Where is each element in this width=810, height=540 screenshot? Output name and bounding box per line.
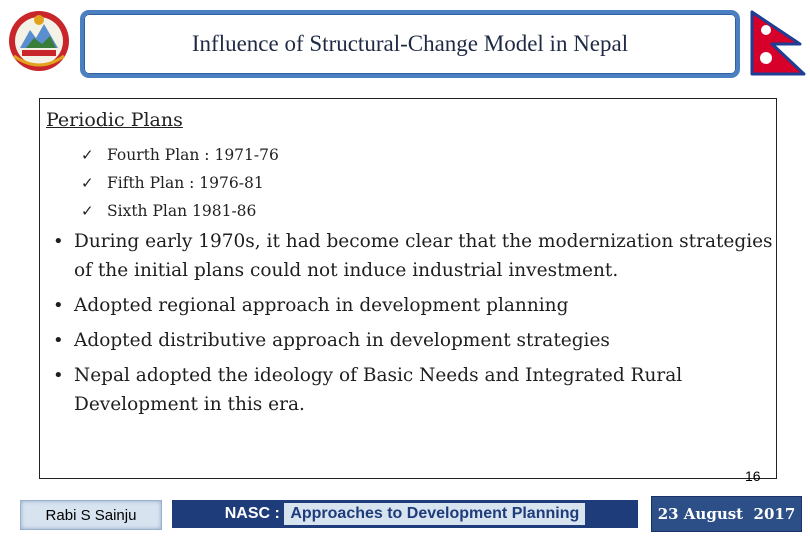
author-badge — [20, 500, 162, 530]
list-item — [81, 141, 279, 169]
course-banner — [172, 500, 638, 528]
bullet-list — [40, 227, 776, 425]
nepal-flag-icon — [748, 10, 806, 76]
bullet-text: Adopted regional approach in development planning — [74, 295, 569, 316]
bullet-icon: • — [53, 231, 64, 252]
date-badge — [651, 496, 802, 532]
title-banner — [80, 10, 740, 78]
slide-date: 23 August 2017 — [657, 505, 796, 523]
list-item — [81, 197, 279, 225]
bullet-icon: • — [53, 330, 64, 351]
bullet-icon: • — [53, 295, 64, 316]
plan-list — [81, 141, 279, 225]
plan-label: Sixth Plan 1981-86 — [107, 202, 257, 220]
nepal-emblem-icon — [6, 8, 72, 74]
list-item — [40, 326, 776, 355]
slide-title: Influence of Structural-Change Model in Nepal — [191, 31, 629, 56]
list-item — [40, 291, 776, 320]
page-number: 16 — [745, 468, 761, 484]
bullet-text: During early 1970s, it had become clear that the modernization strategies of the initial plans could not induce industrial investment. — [74, 231, 773, 281]
course-title: Approaches to Development Planning — [284, 503, 585, 525]
bullet-text: Adopted distributive approach in development strategies — [74, 330, 610, 351]
check-icon: ✓ — [81, 174, 94, 192]
author-name: Rabi S Sainju — [45, 506, 137, 524]
course-prefix: NASC : — [224, 505, 285, 522]
check-icon: ✓ — [81, 202, 94, 220]
list-item — [81, 169, 279, 197]
check-icon: ✓ — [81, 146, 94, 164]
list-item — [40, 227, 776, 285]
section-title: Periodic Plans — [46, 109, 183, 131]
bullet-text: Nepal adopted the ideology of Basic Needs and Integrated Rural Development in this era. — [74, 365, 683, 415]
plan-label: Fourth Plan : 1971-76 — [107, 146, 279, 164]
list-item — [40, 361, 776, 419]
plan-label: Fifth Plan : 1976-81 — [107, 174, 264, 192]
content-panel — [39, 98, 777, 479]
bullet-icon: • — [53, 365, 64, 386]
